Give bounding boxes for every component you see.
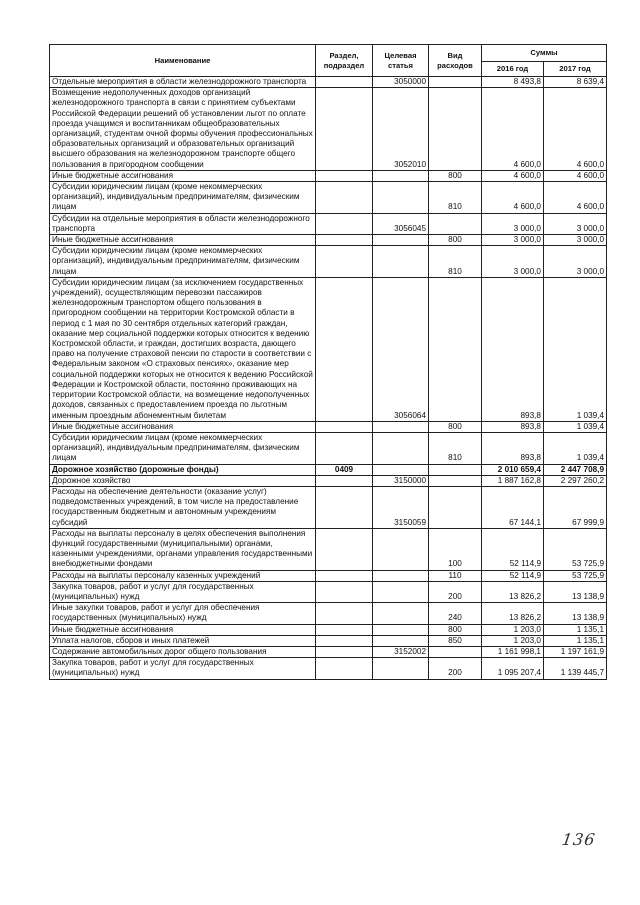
row-type: 800 [429, 235, 482, 246]
row-type [429, 486, 482, 528]
table-row [50, 421, 607, 432]
row-2017: 1 039,4 [544, 277, 607, 421]
row-name: Расходы на выплаты персоналу в целях обеспечения выполнения функций государственными (муниципальными) органами, казенными учреждениями, органами управления государственными внебюджетными фондами [50, 528, 316, 570]
row-target [373, 624, 429, 635]
row-target [373, 464, 429, 475]
table-row [50, 581, 607, 602]
table-row [50, 213, 607, 234]
table-row [50, 624, 607, 635]
row-type: 800 [429, 170, 482, 181]
row-2016: 2 010 659,4 [482, 464, 544, 475]
row-type: 800 [429, 624, 482, 635]
row-2017: 67 999,9 [544, 486, 607, 528]
table-row [50, 182, 607, 214]
row-name: Закупка товаров, работ и услуг для государственных (муниципальных) нужд [50, 581, 316, 602]
header-target: Целевая статья [373, 45, 429, 77]
row-target: 3050000 [373, 77, 429, 88]
row-section [316, 603, 373, 624]
row-2017: 53 725,9 [544, 570, 607, 581]
row-2017: 1 135,1 [544, 624, 607, 635]
row-section [316, 421, 373, 432]
row-name: Субсидии юридическим лицам (кроме некоммерческих организаций), индивидуальным предпринимателям, физическим лицам [50, 432, 316, 464]
table-row [50, 246, 607, 278]
row-section [316, 77, 373, 88]
row-name: Субсидии юридическим лицам (кроме некоммерческих организаций), индивидуальным предпринимателям, физическим лицам [50, 246, 316, 278]
row-name: Отдельные мероприятия в области железнодорожного транспорта [50, 77, 316, 88]
row-target: 3052010 [373, 88, 429, 171]
row-name: Иные бюджетные ассигнования [50, 624, 316, 635]
row-name: Возмещение недополученных доходов организаций железнодорожного транспорта в связи с принятием субъектами Российской Федерации решений об установлении льгот по оплате проезда учащимся и воспитанникам общеобразовательных организаций, студентам очной формы обучения профессиональных образовательных организаций и образовательных организаций высшего образования на железнодорожном транспорте общего пользования в пригородном сообщении [50, 88, 316, 171]
row-section [316, 475, 373, 486]
row-target [373, 658, 429, 679]
row-type: 810 [429, 432, 482, 464]
row-2017: 3 000,0 [544, 235, 607, 246]
row-type [429, 77, 482, 88]
row-section [316, 658, 373, 679]
row-2016: 8 493,8 [482, 77, 544, 88]
row-section [316, 432, 373, 464]
table-row [50, 432, 607, 464]
row-section [316, 235, 373, 246]
row-section [316, 277, 373, 421]
row-type: 100 [429, 528, 482, 570]
table-body [50, 77, 607, 680]
table-row [50, 646, 607, 657]
table-row [50, 603, 607, 624]
row-name: Иные бюджетные ассигнования [50, 421, 316, 432]
budget-table [49, 44, 607, 680]
row-2016: 1 203,0 [482, 624, 544, 635]
row-target [373, 581, 429, 602]
table-row [50, 277, 607, 421]
row-target: 3056045 [373, 213, 429, 234]
row-name: Расходы на выплаты персоналу казенных учреждений [50, 570, 316, 581]
row-section [316, 213, 373, 234]
row-type [429, 88, 482, 171]
row-2017: 4 600,0 [544, 88, 607, 171]
row-name: Иные закупки товаров, работ и услуг для обеспечения государственных (муниципальных) нужд [50, 603, 316, 624]
row-2017: 2 297 260,2 [544, 475, 607, 486]
row-type [429, 213, 482, 234]
row-type: 810 [429, 246, 482, 278]
row-section [316, 486, 373, 528]
table-row [50, 475, 607, 486]
row-type: 800 [429, 421, 482, 432]
header-name: Наименование [50, 45, 316, 77]
row-2017: 3 000,0 [544, 246, 607, 278]
table-row [50, 658, 607, 679]
row-target [373, 603, 429, 624]
row-section [316, 646, 373, 657]
row-type [429, 646, 482, 657]
header-year-2016: 2016 год [482, 62, 544, 77]
row-2016: 1 887 162,8 [482, 475, 544, 486]
row-2017: 13 138,9 [544, 581, 607, 602]
row-2016: 4 600,0 [482, 88, 544, 171]
row-target [373, 235, 429, 246]
row-2017: 8 639,4 [544, 77, 607, 88]
row-2016: 52 114,9 [482, 528, 544, 570]
table-row [50, 570, 607, 581]
row-type: 240 [429, 603, 482, 624]
table-row [50, 635, 607, 646]
row-section [316, 170, 373, 181]
row-section [316, 528, 373, 570]
row-target [373, 570, 429, 581]
row-2017: 1 139 445,7 [544, 658, 607, 679]
row-type: 200 [429, 581, 482, 602]
row-target: 3150000 [373, 475, 429, 486]
row-section [316, 246, 373, 278]
table-header [50, 45, 607, 77]
row-type [429, 475, 482, 486]
row-section [316, 624, 373, 635]
row-target: 3150059 [373, 486, 429, 528]
row-section: 0409 [316, 464, 373, 475]
table-row [50, 528, 607, 570]
row-type [429, 277, 482, 421]
row-name: Дорожное хозяйство [50, 475, 316, 486]
row-section [316, 570, 373, 581]
row-2017: 1 197 161,9 [544, 646, 607, 657]
row-2016: 13 826,2 [482, 581, 544, 602]
row-target [373, 635, 429, 646]
row-2017: 4 600,0 [544, 170, 607, 181]
row-type [429, 464, 482, 475]
row-2017: 3 000,0 [544, 213, 607, 234]
row-2016: 3 000,0 [482, 213, 544, 234]
header-year-2017: 2017 год [544, 62, 607, 77]
row-name: Содержание автомобильных дорог общего пользования [50, 646, 316, 657]
table-row [50, 88, 607, 171]
row-type: 850 [429, 635, 482, 646]
row-target [373, 528, 429, 570]
row-2016: 13 826,2 [482, 603, 544, 624]
row-2016: 52 114,9 [482, 570, 544, 581]
row-target: 3056064 [373, 277, 429, 421]
row-2017: 1 135,1 [544, 635, 607, 646]
row-section [316, 182, 373, 214]
row-2017: 53 725,9 [544, 528, 607, 570]
table-row [50, 486, 607, 528]
row-name: Иные бюджетные ассигнования [50, 235, 316, 246]
page-number: 136 [560, 830, 597, 849]
row-target [373, 170, 429, 181]
row-name: Субсидии юридическим лицам (кроме некоммерческих организаций), индивидуальным предпринимателям, физическим лицам [50, 182, 316, 214]
row-2016: 893,8 [482, 277, 544, 421]
row-target [373, 421, 429, 432]
row-2016: 893,8 [482, 421, 544, 432]
row-2016: 1 095 207,4 [482, 658, 544, 679]
row-2016: 893,8 [482, 432, 544, 464]
row-target [373, 432, 429, 464]
row-type: 810 [429, 182, 482, 214]
row-name: Расходы на обеспечение деятельности (оказание услуг) подведомственных учреждений, в том числе на предоставление государственным бюджетным и автономным учреждениям субсидий [50, 486, 316, 528]
row-name: Закупка товаров, работ и услуг для государственных (муниципальных) нужд [50, 658, 316, 679]
table-row [50, 170, 607, 181]
row-2017: 2 447 708,9 [544, 464, 607, 475]
row-name: Уплата налогов, сборов и иных платежей [50, 635, 316, 646]
row-2016: 67 144,1 [482, 486, 544, 528]
row-section [316, 88, 373, 171]
row-2016: 4 600,0 [482, 182, 544, 214]
row-2017: 13 138,9 [544, 603, 607, 624]
row-2016: 1 161 998,1 [482, 646, 544, 657]
row-section [316, 581, 373, 602]
row-target [373, 182, 429, 214]
row-type: 110 [429, 570, 482, 581]
row-name: Субсидии юридическим лицам (за исключением государственных учреждений), осуществляющим перевозки пассажиров железнодорожным транспортом общего пользования в пригородном сообщении на территории Костромской области в период с 1 мая по 30 сентября отдельных категорий граждан, оказание мер социальной поддержки которых относится к ведению Костромской области, и граждан, достигших возраста, дающего право на получение страховой пенсии по старости в соответствии с Федеральным законом «О страховых пенсиях», оказание мер социальной поддержки которых не относится к ведению Российской Федерации и Костромской области, постоянно проживающих на территории Костромской области, на возмещение недополученных доходов, связанных с предоставлением проезда по льготным именным проездным абонементным билетам [50, 277, 316, 421]
row-target [373, 246, 429, 278]
table-row [50, 464, 607, 475]
row-2017: 1 039,4 [544, 432, 607, 464]
header-section: Раздел, подраздел [316, 45, 373, 77]
header-sums: Суммы [482, 45, 607, 62]
header-type: Вид расходов [429, 45, 482, 77]
row-type: 200 [429, 658, 482, 679]
budget-table-sheet [49, 44, 606, 680]
row-name: Иные бюджетные ассигнования [50, 170, 316, 181]
row-name: Субсидии на отдельные мероприятия в области железнодорожного транспорта [50, 213, 316, 234]
row-section [316, 635, 373, 646]
table-row [50, 235, 607, 246]
row-2016: 3 000,0 [482, 246, 544, 278]
row-2016: 4 600,0 [482, 170, 544, 181]
row-2017: 1 039,4 [544, 421, 607, 432]
table-row [50, 77, 607, 88]
row-target: 3152002 [373, 646, 429, 657]
row-2017: 4 600,0 [544, 182, 607, 214]
row-name: Дорожное хозяйство (дорожные фонды) [50, 464, 316, 475]
row-2016: 1 203,0 [482, 635, 544, 646]
row-2016: 3 000,0 [482, 235, 544, 246]
